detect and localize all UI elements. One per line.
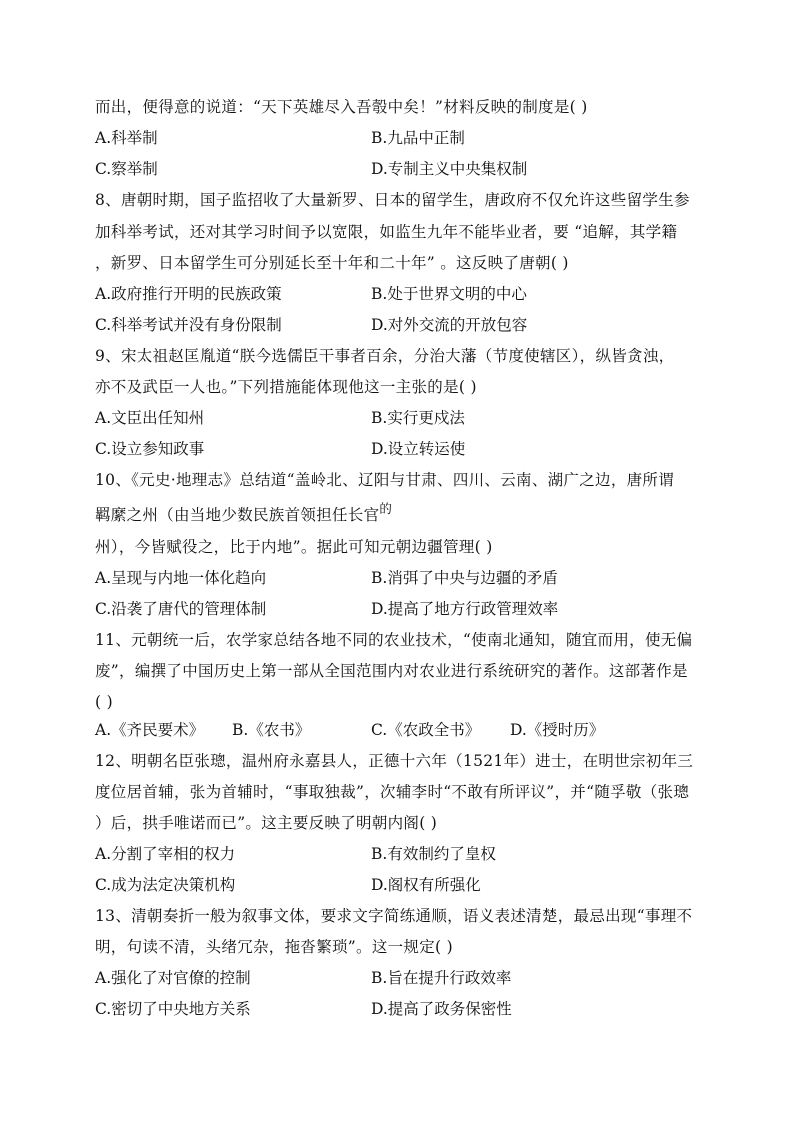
q8-stem-line-2: 加科举考试，还对其学习时间予以宽限，如监生九年不能毕业者，要 “追解，其学籍 — [95, 223, 678, 241]
q9-option-a: A.文臣出任知州 — [95, 409, 205, 427]
q13-option-a: A.强化了对官僚的控制 — [95, 969, 251, 987]
q11-option-d: D.《授时历》 — [510, 721, 605, 739]
q10-option-a: A.呈现与内地一体化趋向 — [95, 569, 267, 587]
q9-stem-line-2: 亦不及武臣一人也。”下列措施能体现他这一主张的是( ) — [95, 378, 477, 396]
q11-option-b: B.《农书》 — [232, 721, 311, 739]
q13-option-c: C.密切了中央地方关系 — [95, 1000, 251, 1018]
q13-stem-line-1: 13、清朝奏折一般为叙事文体，要求文字简练通顺，语义表述清楚，最忌出现“事理不 — [95, 907, 693, 925]
q10-option-c: C.沿袭了唐代的管理体制 — [95, 600, 267, 618]
q12-option-a: A.分割了宰相的权力 — [95, 845, 236, 863]
q8-option-d: D.对外交流的开放包容 — [371, 316, 528, 334]
q12-option-d: D.阁权有所强化 — [371, 876, 481, 894]
q7-option-c: C.察举制 — [95, 160, 158, 178]
q10-small-tail: 的 — [379, 501, 393, 516]
q10-stem-line-3: 州），今皆赋役之，比于内地”。据此可知元朝边疆管理( ) — [95, 538, 493, 556]
q11-option-c: C.《农政全书》 — [371, 721, 481, 739]
q8-stem-line-1: 8、唐朝时期，国子监招收了大量新罗、日本的留学生，唐政府不仅允许这些留学生参 — [95, 191, 690, 209]
q11-stem-line-3: ( ) — [95, 693, 113, 711]
q8-option-b: B.处于世界文明的中心 — [371, 285, 527, 303]
q9-stem-line-1: 9、宋太祖赵匡胤道“朕今选儒臣干事者百余，分治大藩（节度使辖区），纵皆贪浊， — [95, 347, 675, 365]
q11-stem-line-1: 11、元朝统一后，农学家总结各地不同的农业技术，“使南北通知，随宜而用，使无偏 — [95, 631, 693, 649]
q10-stem-line-2-text: 羁縻之州（由当地少数民族首领担任长官 — [95, 506, 380, 524]
q9-option-d: D.设立转运使 — [371, 440, 466, 458]
q12-stem-line-3: ）后，拱手唯诺而已”。这主要反映了明朝内阁( ) — [95, 814, 438, 832]
q7-option-d: D.专制主义中央集权制 — [371, 160, 528, 178]
q12-option-c: C.成为法定决策机构 — [95, 876, 236, 894]
q8-option-a: A.政府推行开明的民族政策 — [95, 285, 282, 303]
q11-option-a: A.《齐民要术》 — [95, 721, 205, 739]
q10-option-d: D.提高了地方行政管理效率 — [371, 600, 559, 618]
q10-stem-line-1: 10、《元史·地理志》总结道“盖岭北、辽阳与甘肃、四川、云南、湖广之边，唐所谓 — [95, 471, 675, 489]
q12-stem-line-1: 12、明朝名臣张璁，温州府永嘉县人，正德十六年（1521年）进士，在明世宗初年三 — [95, 752, 694, 770]
q13-option-b: B.旨在提升行政效率 — [371, 969, 512, 987]
q13-option-d: D.提高了政务保密性 — [371, 1000, 512, 1018]
q12-option-b: B.有效制约了皇权 — [371, 845, 496, 863]
q13-stem-line-2: 明，句读不清，头绪冗杂，拖沓繁琐”。这一规定( ) — [95, 938, 453, 956]
q9-option-c: C.设立参知政事 — [95, 440, 205, 458]
q10-stem-line-2 — [95, 501, 705, 527]
q10-option-b: B.消弭了中央与边疆的矛盾 — [371, 569, 558, 587]
q12-stem-line-2: 度位居首辅，张为首辅时，“事取独裁”，次辅李时“不敢有所评议”，并“随孚敬（张璁 — [95, 783, 690, 801]
q7-option-a: A.科举制 — [95, 129, 158, 147]
q11-stem-line-2: 废”，编撰了中国历史上第一部从全国范围内对农业进行系统研究的著作。这部著作是 — [95, 662, 688, 680]
q8-stem-line-3: ，新罗、日本留学生可分别延长至十年和二十年” 。这反映了唐朝( ) — [95, 254, 569, 272]
q8-option-c: C.科举考试并没有身份限制 — [95, 316, 282, 334]
q7-option-b: B.九品中正制 — [371, 129, 465, 147]
q7-stem: 而出，便得意的说道：“天下英雄尽入吾彀中矣！”材料反映的制度是( ) — [95, 98, 588, 116]
q9-option-b: B.实行更戍法 — [371, 409, 465, 427]
